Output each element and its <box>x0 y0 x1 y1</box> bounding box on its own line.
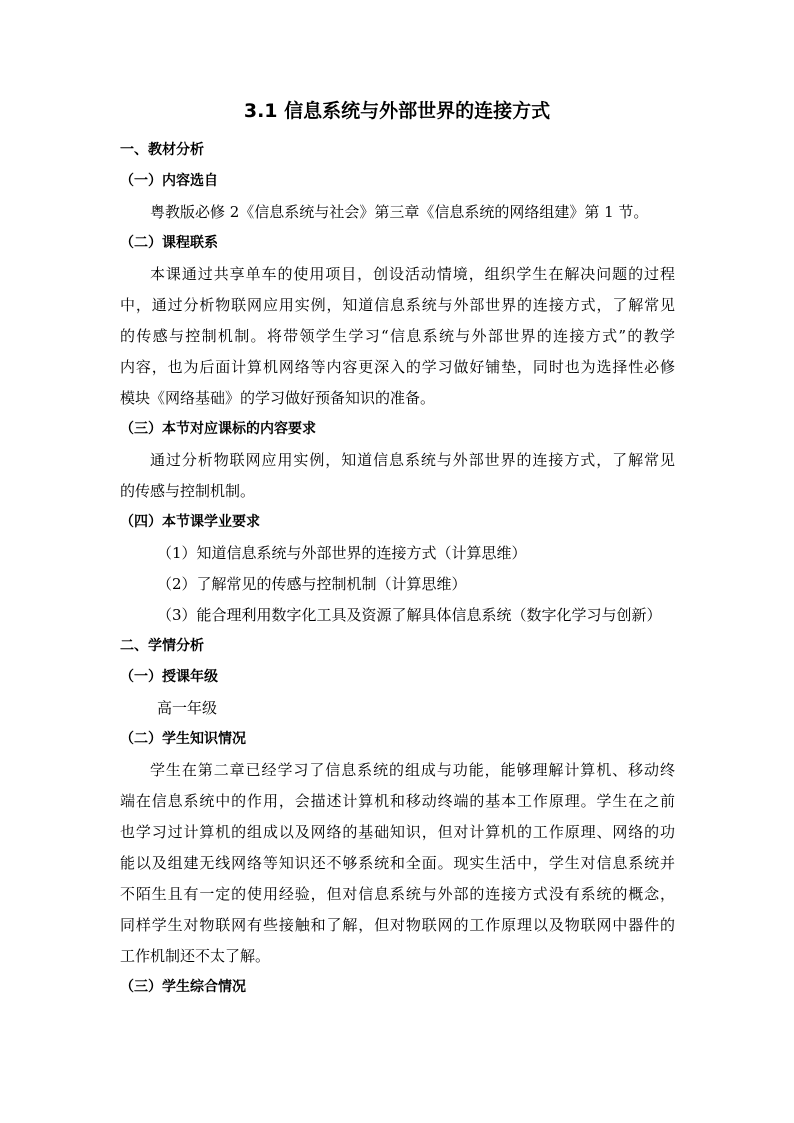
subsection-heading-student-overall: （三）学生综合情况 <box>120 979 246 995</box>
paragraph-line: 的传感与控制机制。将带领学生学习“信息系统与外部世界的连接方式”的教学 <box>120 327 675 345</box>
paragraph-line: 的传感与控制机制。 <box>120 482 256 500</box>
page-title: 3.1 信息系统与外部世界的连接方式 <box>243 100 551 122</box>
paragraph-line: 学生在第二章已经学习了信息系统的组成与功能，能够理解计算机、移动终 <box>150 761 675 779</box>
subsection-heading-content-source: （一）内容选自 <box>120 173 218 189</box>
section-heading-student-analysis: 二、学情分析 <box>120 638 204 654</box>
paragraph-line: 内容，也为后面计算机网络等内容更深入的学习做好铺垫，同时也为选择性必修 <box>120 358 675 376</box>
paragraph-line: 模块《网络基础》的学习做好预备知识的准备。 <box>120 389 436 407</box>
paragraph-grade: 高一年级 <box>157 699 218 717</box>
paragraph-line: 中，通过分析物联网应用实例，知道信息系统与外部世界的连接方式，了解常见 <box>120 296 675 314</box>
paragraph-line: 同样学生对物联网有些接触和了解，但对物联网的工作原理以及物联网中器件的 <box>120 916 675 934</box>
subsection-heading-academic-requirements: （四）本节课学业要求 <box>120 514 260 530</box>
paragraph-content-source: 粤教版必修 2《信息系统与社会》第三章《信息系统的网络组建》第 1 节。 <box>150 203 649 221</box>
section-heading-textbook-analysis: 一、教材分析 <box>120 142 204 158</box>
paragraph-line: 通过分析物联网应用实例，知道信息系统与外部世界的连接方式，了解常见 <box>150 451 675 469</box>
paragraph-line: 不陌生且有一定的使用经验，但对信息系统与外部的连接方式没有系统的概念， <box>120 885 675 903</box>
paragraph-line: 本课通过共享单车的使用项目，创设活动情境，组织学生在解决问题的过程 <box>150 265 675 283</box>
paragraph-line: 也学习过计算机的组成以及网络的基础知识，但对计算机的工作原理、网络的功 <box>120 823 675 841</box>
subsection-heading-student-knowledge: （二）学生知识情况 <box>120 731 246 747</box>
list-item: （2）了解常见的传感与控制机制（计算思维） <box>157 575 467 593</box>
paragraph-line: 工作机制还不太了解。 <box>120 947 271 965</box>
list-item: （1）知道信息系统与外部世界的连接方式（计算思维） <box>157 544 527 562</box>
list-item: （3）能合理利用数字化工具及资源了解具体信息系统（数字化学习与创新） <box>157 606 662 624</box>
subsection-heading-grade: （一）授课年级 <box>120 669 218 685</box>
subsection-heading-course-link: （二）课程联系 <box>120 235 218 251</box>
subsection-heading-curriculum-requirements: （三）本节对应课标的内容要求 <box>120 421 316 437</box>
paragraph-line: 端在信息系统中的作用，会描述计算机和移动终端的基本工作原理。学生在之前 <box>120 792 675 810</box>
paragraph-line: 能以及组建无线网络等知识还不够系统和全面。现实生活中，学生对信息系统并 <box>120 854 675 872</box>
